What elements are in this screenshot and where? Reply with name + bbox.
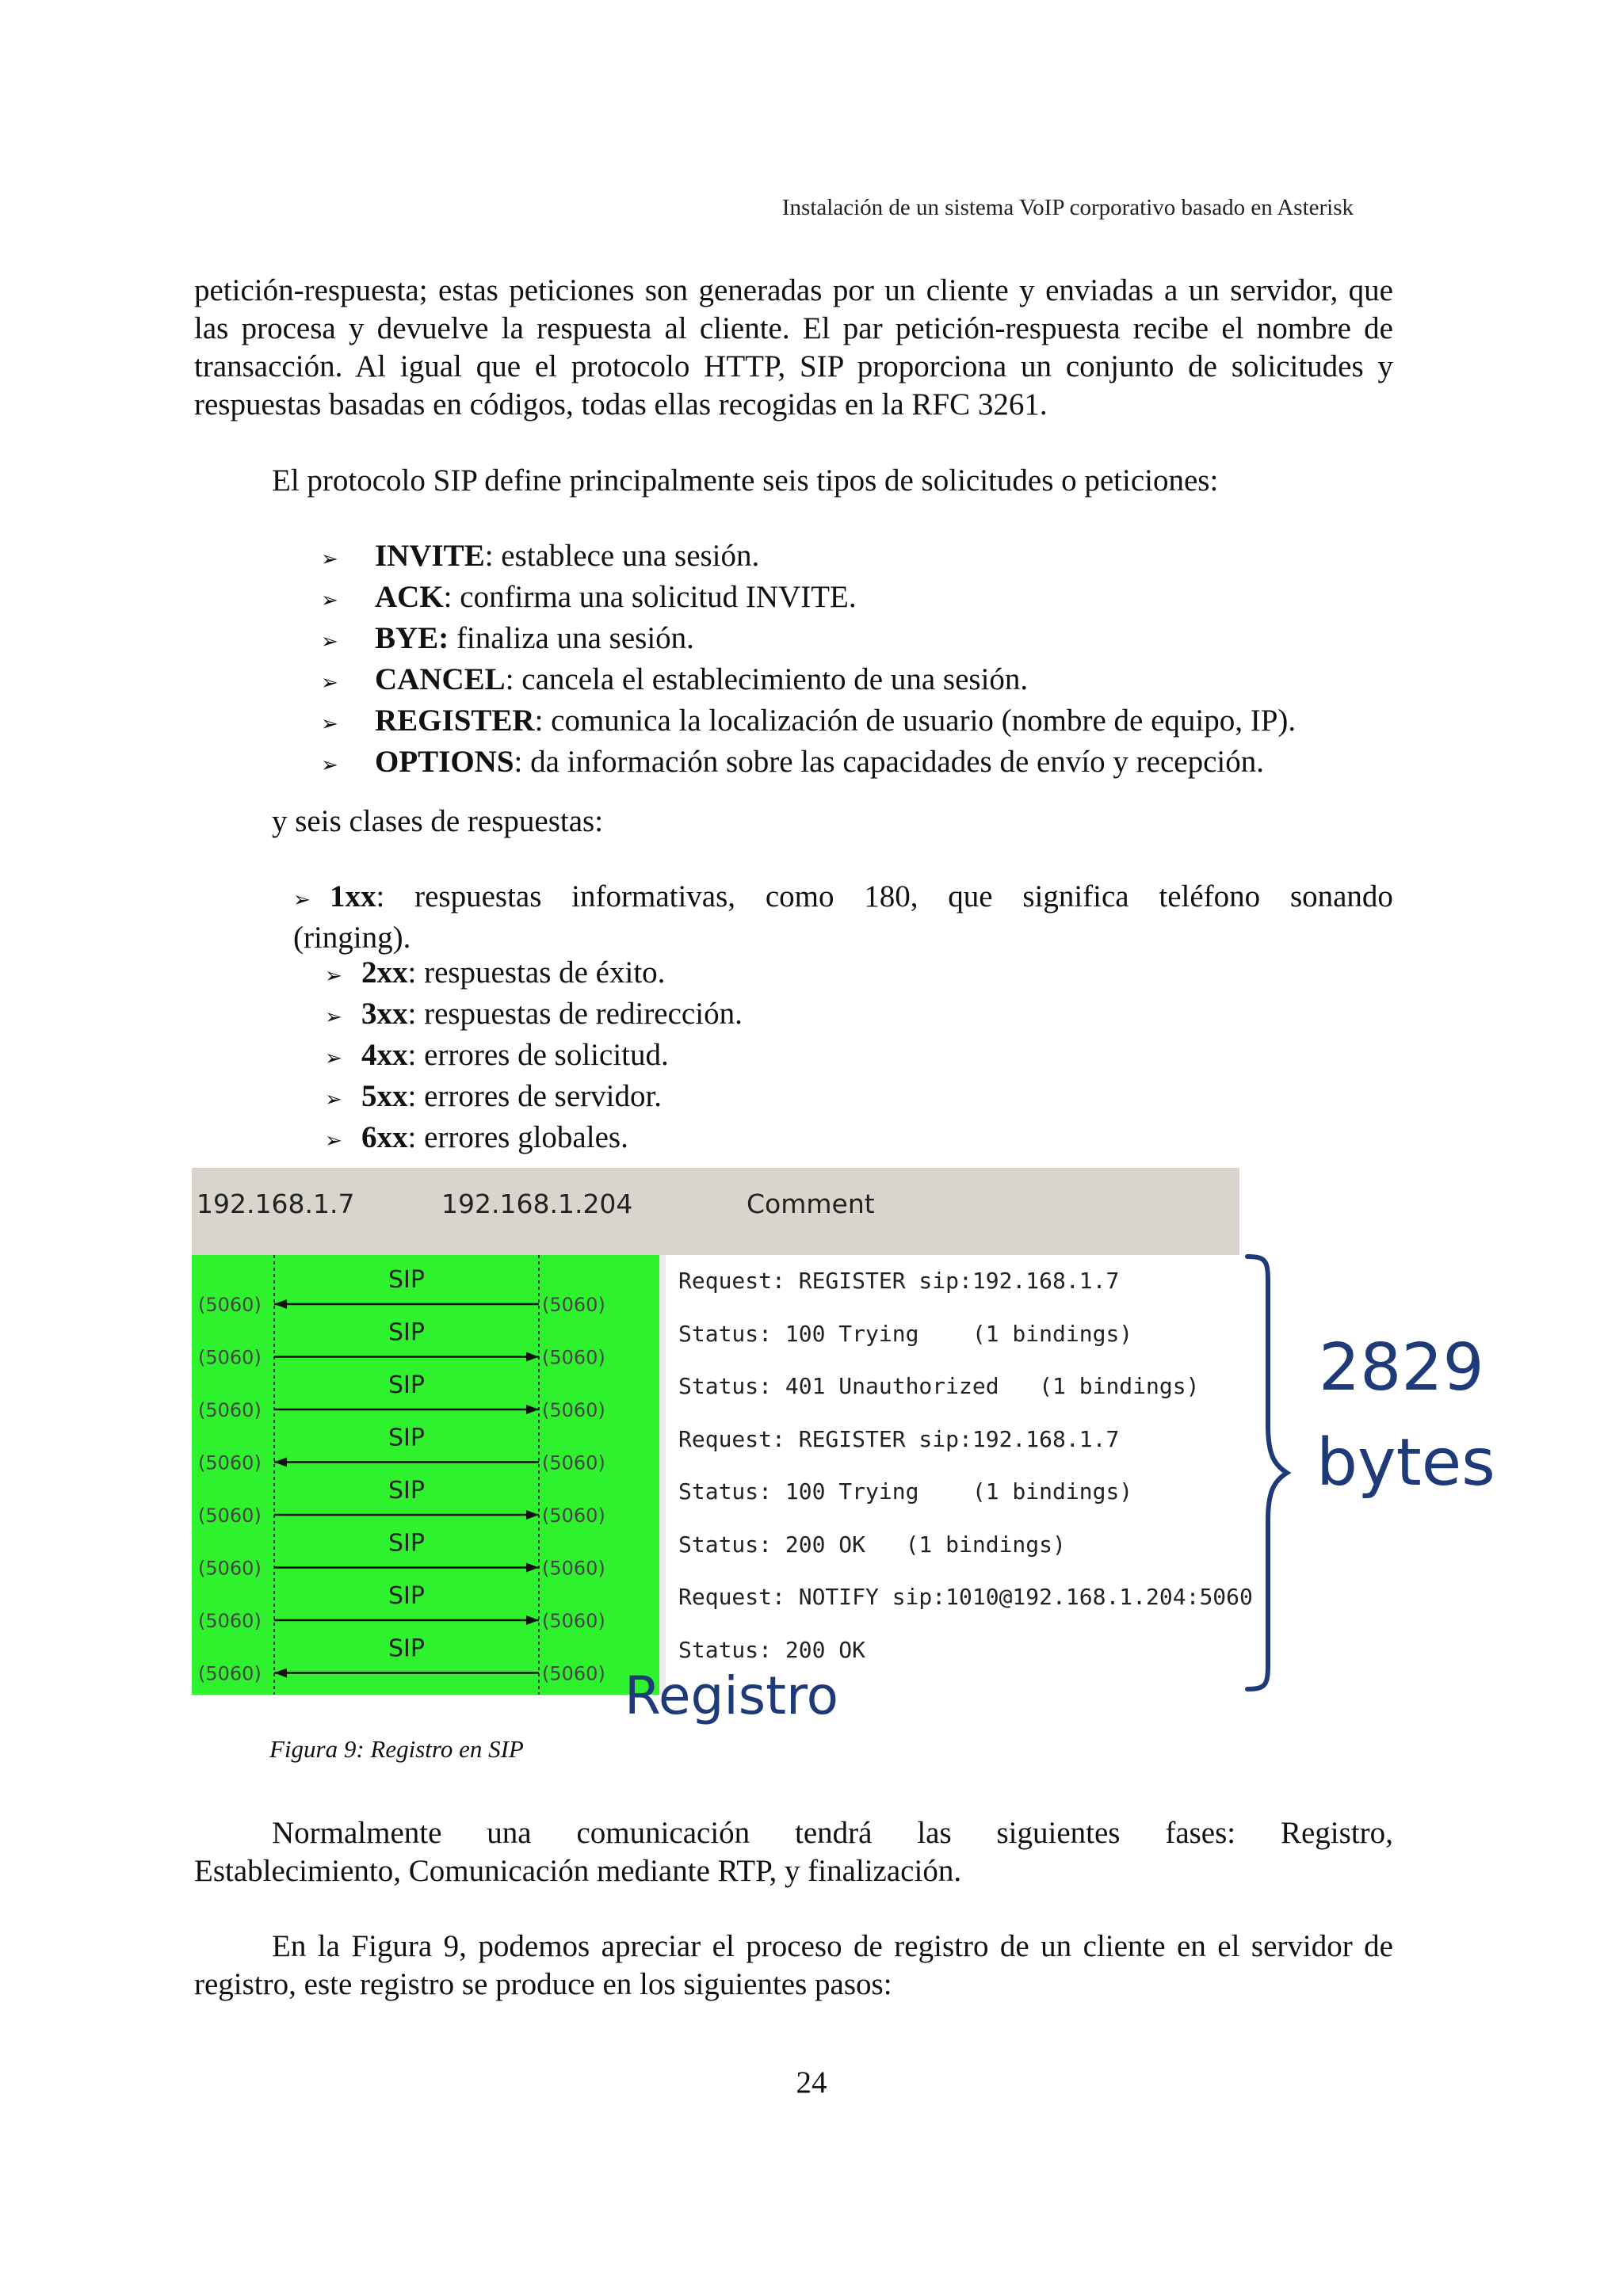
arrow-bullet-icon: ➢	[325, 1088, 342, 1112]
arrow-bullet-icon: ➢	[325, 964, 342, 988]
paragraph-intro-text: petición-respuesta; estas peticiones son generadas por un cliente y enviadas a un servidor, que las procesa y devuelve la respuesta al cliente. El par petición-respuesta recibe el nombre de transacción. Al igual que el protocolo HTTP, SIP proporciona un conjunto de solicitudes y respuestas basadas en códigos, todas ellas recogidas en la RFC 3261.	[194, 273, 1393, 421]
response-desc-word: sonando	[1289, 879, 1393, 913]
paragraph-responses-intro	[194, 803, 1393, 841]
server-port-label: (5060)	[542, 1399, 605, 1421]
response-desc-word: teléfono	[1159, 879, 1261, 913]
paragraph-word: comunicación	[576, 1816, 750, 1850]
running-header: Instalación de un sistema VoIP corporativo basado en Asterisk	[781, 195, 1354, 220]
response-list	[325, 954, 743, 1160]
flow-row	[198, 1319, 605, 1369]
paragraph-word: siguientes	[996, 1816, 1121, 1850]
response-desc-word: informativas,	[571, 879, 736, 913]
server-port-label: (5060)	[542, 1505, 605, 1527]
response-item	[325, 995, 743, 1036]
response-term: 5xx	[361, 1079, 408, 1113]
response-item-1xx	[293, 878, 1393, 957]
comment-list	[666, 1255, 1253, 1695]
client-port-label: (5060)	[198, 1505, 262, 1527]
arrow-bullet-icon: ➢	[325, 1047, 342, 1070]
comment-row: Status: 100 Trying (1 bindings)	[678, 1478, 1133, 1505]
request-term: ACK	[375, 580, 444, 614]
flow-row	[198, 1635, 605, 1685]
flow-arrowhead-icon	[526, 1352, 539, 1362]
flow-arrowhead-icon	[274, 1458, 287, 1467]
paragraph-figure-ref-text: En la Figura 9, podemos apreciar el proceso de registro de un cliente en el servidor de registro, este registro se produce en los siguientes pasos:	[194, 1929, 1393, 2001]
arrow-bullet-icon: ➢	[321, 547, 338, 571]
flow-row	[198, 1425, 605, 1474]
flow-protocol-label: SIP	[388, 1634, 425, 1663]
server-port-label: (5060)	[542, 1451, 605, 1474]
panel-divider	[659, 1255, 666, 1695]
response-term: 2xx	[361, 955, 408, 990]
comment-row: Request: REGISTER sip:192.168.1.7	[678, 1425, 1120, 1452]
comment-row: Status: 200 OK	[678, 1636, 866, 1663]
flow-arrowhead-icon	[526, 1563, 539, 1573]
flow-protocol-label: SIP	[388, 1318, 425, 1347]
flow-protocol-label: SIP	[388, 1477, 425, 1505]
flow-protocol-label: SIP	[388, 1424, 425, 1452]
request-list	[321, 537, 1296, 784]
response-desc-word: respuestas	[414, 879, 542, 913]
figure-label: Registro	[624, 1665, 839, 1726]
flow-row	[198, 1477, 605, 1527]
response-item-1xx-line	[293, 878, 1393, 919]
arrow-bullet-icon: ➢	[325, 1005, 342, 1029]
curly-brace-icon	[1238, 1247, 1293, 1699]
response-term: 4xx	[361, 1038, 408, 1072]
response-desc-word: significa	[1022, 879, 1129, 913]
request-item	[321, 661, 1296, 702]
arrow-bullet-icon: ➢	[321, 589, 338, 612]
request-term: OPTIONS	[375, 745, 514, 779]
size-number: 2829	[1319, 1330, 1484, 1405]
request-item	[321, 620, 1296, 661]
size-unit: bytes	[1316, 1425, 1495, 1501]
response-item	[325, 954, 743, 995]
server-port-label: (5060)	[542, 1294, 605, 1316]
flow-diagram-panel	[192, 1255, 659, 1695]
paragraph-phases-line1	[194, 1814, 1393, 1852]
arrow-bullet-icon: ➢	[321, 753, 338, 777]
flow-row	[198, 1266, 605, 1316]
paragraph-word: una	[487, 1816, 532, 1850]
request-term: BYE:	[375, 621, 449, 655]
request-desc: : comunica la localización de usuario (nombre de equipo, IP).	[534, 704, 1296, 738]
response-desc: : errores globales.	[407, 1120, 628, 1154]
flow-protocol-label: SIP	[388, 1582, 425, 1610]
paragraph-intro	[194, 272, 1393, 424]
arrow-bullet-icon: ➢	[325, 1129, 342, 1153]
paragraph-word: tendrá	[795, 1816, 873, 1850]
paragraph-word: fases:	[1165, 1816, 1236, 1850]
flow-protocol-label: SIP	[388, 1529, 425, 1558]
response-desc-word: :	[376, 879, 385, 913]
flow-arrowhead-icon	[526, 1405, 539, 1414]
paragraph-responses-intro-text: y seis clases de respuestas:	[272, 804, 604, 838]
paragraph-word: Registro,	[1280, 1816, 1393, 1850]
comment-row: Request: REGISTER sip:192.168.1.7	[678, 1268, 1120, 1294]
response-item	[325, 1119, 743, 1160]
paragraph-requests-intro	[194, 462, 1393, 500]
request-desc: finaliza una sesión.	[449, 621, 694, 655]
figure-caption: Figura 9: Registro en SIP	[269, 1735, 524, 1763]
response-term: 1xx	[330, 879, 376, 913]
request-term: REGISTER	[375, 704, 535, 738]
response-term: 6xx	[361, 1120, 408, 1154]
column-ip-client: 192.168.1.7	[197, 1188, 355, 1219]
comment-row: Status: 401 Unauthorized (1 bindings)	[678, 1373, 1200, 1399]
client-port-label: (5060)	[198, 1557, 262, 1580]
client-port-label: (5060)	[198, 1399, 262, 1421]
response-desc-word: 180,	[864, 879, 918, 913]
response-term-group	[293, 878, 384, 919]
paragraph-requests-intro-text: El protocolo SIP define principalmente seis tipos de solicitudes o peticiones:	[272, 463, 1219, 498]
client-port-label: (5060)	[198, 1294, 262, 1316]
request-desc: : establece una sesión.	[484, 539, 760, 573]
paragraph-figure-ref	[194, 1928, 1393, 2004]
flow-row	[198, 1530, 605, 1580]
page-number: 24	[796, 2065, 827, 2100]
request-desc: : confirma una solicitud INVITE.	[443, 580, 857, 614]
response-term: 3xx	[361, 997, 408, 1031]
request-item	[321, 743, 1296, 784]
request-term: INVITE	[375, 539, 485, 573]
request-item	[321, 537, 1296, 578]
flow-protocol-label: SIP	[388, 1266, 425, 1294]
arrow-bullet-icon: ➢	[321, 630, 338, 654]
paragraph-word: Normalmente	[272, 1816, 442, 1850]
flow-arrowhead-icon	[274, 1669, 287, 1678]
server-port-label: (5060)	[542, 1557, 605, 1580]
server-port-label: (5060)	[542, 1610, 605, 1632]
flow-arrowhead-icon	[274, 1299, 287, 1309]
response-desc: : errores de solicitud.	[407, 1038, 669, 1072]
column-comment: Comment	[747, 1188, 875, 1219]
flow-row	[198, 1371, 605, 1421]
comment-row: Status: 200 OK (1 bindings)	[678, 1531, 1066, 1558]
sip-register-figure	[192, 1168, 1499, 1726]
request-term: CANCEL	[375, 662, 506, 696]
response-desc: : respuestas de éxito.	[407, 955, 666, 990]
request-item	[321, 578, 1296, 620]
response-desc-word: que	[948, 879, 993, 913]
client-port-label: (5060)	[198, 1451, 262, 1474]
flow-arrowhead-icon	[526, 1615, 539, 1625]
response-desc-word: como	[765, 879, 834, 913]
response-item	[325, 1036, 743, 1077]
flow-diagram	[192, 1255, 659, 1695]
response-desc: : errores de servidor.	[407, 1079, 663, 1113]
paragraph-phases-line2: Establecimiento, Comunicación mediante RTP, y finalización.	[194, 1854, 962, 1888]
client-port-label: (5060)	[198, 1662, 262, 1685]
response-item-1xx-cont: (ringing).	[293, 921, 411, 955]
request-desc: : da información sobre las capacidades de envío y recepción.	[514, 745, 1264, 779]
response-item	[325, 1077, 743, 1119]
comment-row: Status: 100 Trying (1 bindings)	[678, 1320, 1133, 1347]
client-port-label: (5060)	[198, 1610, 262, 1632]
arrow-bullet-icon: ➢	[321, 671, 338, 695]
paragraph-word: las	[917, 1816, 952, 1850]
response-desc: : respuestas de redirección.	[407, 997, 743, 1031]
request-desc: : cancela el establecimiento de una sesión.	[505, 662, 1029, 696]
server-port-label: (5060)	[542, 1662, 605, 1685]
server-port-label: (5060)	[542, 1346, 605, 1369]
flow-row	[198, 1582, 605, 1632]
flow-protocol-label: SIP	[388, 1371, 425, 1399]
column-ip-server: 192.168.1.204	[441, 1188, 633, 1219]
client-port-label: (5060)	[198, 1346, 262, 1369]
arrow-bullet-icon: ➢	[293, 888, 311, 912]
request-item	[321, 702, 1296, 743]
comment-row: Request: NOTIFY sip:1010@192.168.1.204:5060	[678, 1584, 1253, 1610]
figure-header-bar	[192, 1168, 1239, 1255]
arrow-bullet-icon: ➢	[321, 712, 338, 736]
paragraph-phases	[194, 1814, 1393, 1890]
flow-arrowhead-icon	[526, 1510, 539, 1520]
